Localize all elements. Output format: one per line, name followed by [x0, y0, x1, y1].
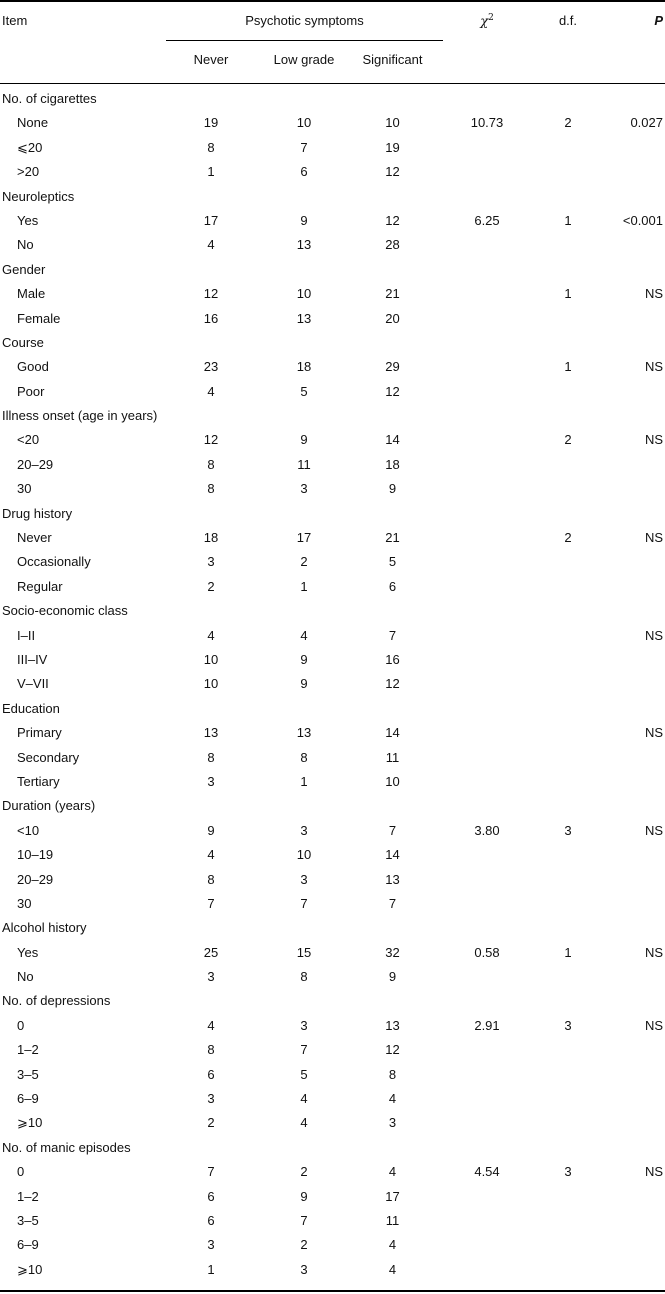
cell-significant: 7 — [388, 895, 397, 911]
group-heading-row — [0, 599, 665, 623]
cell-significant: 4 — [388, 1091, 397, 1107]
table-row — [0, 1209, 665, 1233]
table-row — [0, 1063, 665, 1087]
cell-significant: 12 — [385, 383, 400, 399]
row-label: 3–5 — [17, 1212, 39, 1228]
cell-low-grade: 1 — [300, 578, 308, 594]
cell-p: NS — [644, 725, 663, 741]
row-label: Education — [2, 700, 60, 716]
cell-low-grade: 13 — [296, 310, 312, 326]
cell-significant: 18 — [385, 456, 400, 472]
row-label: 1–2 — [17, 1188, 39, 1204]
header-psychotic-symptoms: Psychotic symptoms — [245, 13, 364, 28]
table-row — [0, 233, 665, 257]
cell-never: 4 — [207, 383, 215, 399]
row-label: Tertiary — [17, 773, 60, 789]
cell-significant: 29 — [385, 359, 400, 375]
cell-low-grade: 9 — [300, 1188, 308, 1204]
table-row — [0, 550, 665, 574]
table-top-rule — [0, 0, 665, 2]
cell-never: 25 — [203, 944, 219, 960]
cell-low-grade: 10 — [296, 286, 312, 302]
group-heading-row — [0, 794, 665, 818]
header-chi-square — [452, 13, 522, 29]
cell-low-grade: 13 — [296, 237, 312, 253]
cell-never: 6 — [207, 1066, 215, 1082]
row-label: Good — [17, 359, 49, 375]
cell-low-grade: 4 — [300, 1115, 308, 1131]
row-label: Yes — [17, 212, 39, 228]
cell-low-grade: 4 — [300, 1091, 308, 1107]
table-row — [0, 868, 665, 892]
row-label: Female — [17, 310, 61, 326]
table-row — [0, 111, 665, 135]
group-heading-row — [0, 697, 665, 721]
table-row — [0, 1258, 665, 1282]
cell-low-grade: 8 — [300, 749, 308, 765]
row-label: I–II — [17, 627, 36, 643]
table-row — [0, 477, 665, 501]
cell-significant: 3 — [388, 1115, 397, 1131]
row-label: Primary — [17, 725, 62, 741]
cell-significant: 14 — [385, 432, 400, 448]
cell-p: NS — [644, 1017, 663, 1033]
cell-p: NS — [644, 432, 663, 448]
cell-low-grade: 17 — [296, 530, 312, 546]
group-heading-row — [0, 989, 665, 1013]
cell-never: 9 — [207, 822, 215, 838]
cell-df: 2 — [564, 432, 572, 448]
cell-p: NS — [644, 944, 663, 960]
cell-never: 4 — [207, 627, 215, 643]
cell-chi-square: 0.58 — [474, 944, 500, 960]
row-label: 20–29 — [17, 871, 54, 887]
cell-low-grade: 2 — [300, 1237, 308, 1253]
row-label: 30 — [17, 895, 32, 911]
cell-significant: 9 — [388, 481, 397, 497]
cell-df: 2 — [564, 115, 572, 131]
row-label: Duration (years) — [2, 798, 96, 814]
table-row — [0, 1160, 665, 1184]
cell-never: 3 — [207, 1091, 215, 1107]
cell-p: NS — [644, 530, 663, 546]
table-row — [0, 1185, 665, 1209]
cell-df: 1 — [564, 359, 572, 375]
cell-significant: 10 — [385, 773, 400, 789]
cell-significant: 14 — [385, 725, 400, 741]
cell-p: NS — [644, 286, 663, 302]
row-label: 10–19 — [17, 847, 54, 863]
cell-df: 2 — [564, 530, 572, 546]
header-chi-symbol: χ — [480, 14, 489, 30]
table-row — [0, 892, 665, 916]
row-label: 3–5 — [17, 1066, 39, 1082]
group-heading-row — [0, 404, 665, 428]
row-label: V–VII — [17, 676, 49, 692]
cell-significant: 7 — [388, 627, 397, 643]
cell-significant: 12 — [385, 1042, 400, 1058]
cell-low-grade: 10 — [296, 847, 312, 863]
header-never: Never — [193, 52, 229, 67]
cell-p: NS — [644, 627, 663, 643]
cell-never: 16 — [203, 310, 219, 326]
cell-significant: 4 — [388, 1237, 397, 1253]
row-label: Occasionally — [17, 554, 91, 570]
table-row — [0, 965, 665, 989]
cell-significant: 4 — [388, 1261, 397, 1277]
cell-df: 1 — [564, 944, 572, 960]
cell-low-grade: 15 — [296, 944, 312, 960]
group-heading-row — [0, 916, 665, 940]
cell-significant: 12 — [385, 212, 400, 228]
cell-low-grade: 3 — [300, 481, 308, 497]
cell-low-grade: 10 — [296, 115, 312, 131]
table-row — [0, 160, 665, 184]
table-row — [0, 624, 665, 648]
cell-p: NS — [644, 359, 663, 375]
cell-low-grade: 13 — [296, 725, 312, 741]
header-df: d.f. — [558, 13, 578, 28]
row-label: Regular — [17, 578, 63, 594]
cell-never: 8 — [207, 456, 215, 472]
cell-df: 1 — [564, 286, 572, 302]
row-label: Socio-economic class — [2, 603, 128, 619]
table-row — [0, 843, 665, 867]
cell-low-grade: 6 — [300, 164, 308, 180]
cell-low-grade: 9 — [300, 676, 308, 692]
group-heading-row — [0, 1136, 665, 1160]
cell-df: 1 — [564, 212, 572, 228]
table-row — [0, 941, 665, 965]
row-label: Yes — [17, 944, 39, 960]
cell-significant: 10 — [385, 115, 400, 131]
cell-significant: 32 — [385, 944, 400, 960]
table-row — [0, 672, 665, 696]
row-label: Poor — [17, 383, 45, 399]
row-label: No. of depressions — [2, 993, 111, 1009]
cell-never: 12 — [203, 432, 219, 448]
cell-significant: 20 — [385, 310, 400, 326]
cell-p: NS — [644, 1164, 663, 1180]
cell-low-grade: 3 — [300, 1017, 308, 1033]
header-chi-superscript: 2 — [488, 13, 494, 23]
cell-never: 4 — [207, 847, 215, 863]
row-label: No — [17, 969, 34, 985]
cell-significant: 4 — [388, 1164, 397, 1180]
header-item: Item — [2, 13, 28, 28]
cell-significant: 8 — [388, 1066, 397, 1082]
cell-significant: 13 — [385, 871, 400, 887]
cell-low-grade: 9 — [300, 432, 308, 448]
group-heading-row — [0, 502, 665, 526]
cell-significant: 21 — [385, 530, 400, 546]
row-label: 6–9 — [17, 1091, 39, 1107]
cell-never: 10 — [203, 676, 219, 692]
row-label: Gender — [2, 261, 46, 277]
cell-significant: 19 — [385, 139, 400, 155]
cell-low-grade: 3 — [300, 1261, 308, 1277]
cell-never: 7 — [207, 1164, 215, 1180]
row-label: ⩾10 — [17, 1261, 43, 1277]
row-label: Neuroleptics — [2, 188, 75, 204]
table-row — [0, 209, 665, 233]
cell-chi-square: 2.91 — [474, 1017, 500, 1033]
row-label: Never — [17, 530, 52, 546]
group-heading-row — [0, 258, 665, 282]
cell-never: 1 — [207, 1261, 215, 1277]
cell-never: 3 — [207, 554, 215, 570]
cell-significant: 17 — [385, 1188, 400, 1204]
row-label: ⩾10 — [17, 1115, 43, 1131]
cell-significant: 21 — [385, 286, 400, 302]
cell-never: 17 — [203, 212, 219, 228]
cell-never: 18 — [203, 530, 219, 546]
table-row — [0, 282, 665, 306]
cell-low-grade: 7 — [300, 1042, 308, 1058]
cell-significant: 14 — [385, 847, 400, 863]
cell-low-grade: 9 — [300, 651, 308, 667]
cell-low-grade: 7 — [300, 895, 308, 911]
header-low-grade: Low grade — [273, 52, 335, 67]
cell-never: 8 — [207, 139, 215, 155]
cell-never: 3 — [207, 969, 215, 985]
row-label: III–IV — [17, 651, 48, 667]
cell-significant: 5 — [388, 554, 397, 570]
cell-low-grade: 2 — [300, 1164, 308, 1180]
group-heading-row — [0, 87, 665, 111]
cell-never: 23 — [203, 359, 219, 375]
table-row — [0, 819, 665, 843]
cell-df: 3 — [564, 822, 572, 838]
row-label: Alcohol history — [2, 920, 87, 936]
cell-never: 3 — [207, 773, 215, 789]
cell-df: 3 — [564, 1164, 572, 1180]
cell-never: 1 — [207, 164, 215, 180]
row-label: Male — [17, 286, 46, 302]
row-label: No. of manic episodes — [2, 1139, 131, 1155]
row-label: 6–9 — [17, 1237, 39, 1253]
header-significant: Significant — [362, 52, 423, 67]
row-label: 0 — [17, 1017, 25, 1033]
table-row — [0, 355, 665, 379]
cell-significant: 13 — [385, 1017, 400, 1033]
table-row — [0, 721, 665, 745]
table-row — [0, 1233, 665, 1257]
cell-low-grade: 3 — [300, 822, 308, 838]
cell-low-grade: 8 — [300, 969, 308, 985]
row-label: 30 — [17, 481, 32, 497]
cell-significant: 11 — [385, 1212, 400, 1228]
cell-never: 10 — [203, 651, 219, 667]
row-label: <10 — [17, 822, 40, 838]
table-row — [0, 1111, 665, 1135]
row-label: <20 — [17, 432, 40, 448]
cell-df: 3 — [564, 1017, 572, 1033]
cell-never: 4 — [207, 1017, 215, 1033]
cell-low-grade: 2 — [300, 554, 308, 570]
row-label: No — [17, 237, 34, 253]
table-row — [0, 307, 665, 331]
header-p: P — [654, 13, 663, 28]
cell-significant: 12 — [385, 676, 400, 692]
table-row — [0, 526, 665, 550]
cell-never: 3 — [207, 1237, 215, 1253]
cell-chi-square: 6.25 — [474, 212, 500, 228]
row-label: >20 — [17, 164, 40, 180]
cell-low-grade: 18 — [296, 359, 312, 375]
cell-low-grade: 1 — [300, 773, 308, 789]
cell-low-grade: 9 — [300, 212, 308, 228]
table-body — [0, 87, 665, 1282]
row-label: ⩽20 — [17, 139, 43, 155]
row-label: No. of cigarettes — [2, 91, 97, 106]
cell-never: 8 — [207, 481, 215, 497]
row-label: Illness onset (age in years) — [2, 408, 158, 424]
group-heading-row — [0, 331, 665, 355]
table-row — [0, 575, 665, 599]
cell-chi-square: 4.54 — [474, 1164, 500, 1180]
row-label: Drug history — [2, 505, 73, 521]
cell-significant: 16 — [385, 651, 400, 667]
table-row — [0, 746, 665, 770]
cell-never: 8 — [207, 871, 215, 887]
cell-significant: 6 — [388, 578, 397, 594]
header-sub-rule — [166, 40, 443, 41]
cell-chi-square: 10.73 — [470, 115, 504, 131]
cell-chi-square: 3.80 — [474, 822, 500, 838]
table-row — [0, 648, 665, 672]
cell-p: 0.027 — [630, 115, 663, 131]
row-label: 1–2 — [17, 1042, 39, 1058]
table-row — [0, 1087, 665, 1111]
row-label: Secondary — [17, 749, 80, 765]
header-bottom-rule — [0, 83, 665, 84]
cell-never: 12 — [203, 286, 219, 302]
cell-never: 4 — [207, 237, 215, 253]
cell-never: 13 — [203, 725, 219, 741]
table-row — [0, 770, 665, 794]
cell-significant: 9 — [388, 969, 397, 985]
cell-significant: 7 — [388, 822, 397, 838]
cell-low-grade: 5 — [300, 1066, 308, 1082]
table-row — [0, 453, 665, 477]
group-heading-row — [0, 185, 665, 209]
row-label: 0 — [17, 1164, 25, 1180]
cell-significant: 11 — [385, 749, 400, 765]
cell-low-grade: 5 — [300, 383, 308, 399]
table-row — [0, 136, 665, 160]
cell-low-grade: 7 — [300, 139, 308, 155]
cell-never: 7 — [207, 895, 215, 911]
cell-p: <0.001 — [622, 212, 663, 228]
cell-significant: 12 — [385, 164, 400, 180]
row-label: 20–29 — [17, 456, 54, 472]
cell-significant: 28 — [385, 237, 400, 253]
cell-low-grade: 4 — [300, 627, 308, 643]
table-row — [0, 380, 665, 404]
cell-never: 2 — [207, 578, 215, 594]
row-label: None — [17, 115, 49, 131]
cell-never: 6 — [207, 1212, 215, 1228]
cell-never: 6 — [207, 1188, 215, 1204]
row-label: Course — [2, 334, 44, 350]
cell-low-grade: 11 — [297, 456, 311, 472]
table-row — [0, 428, 665, 452]
cell-never: 19 — [203, 115, 219, 131]
cell-never: 2 — [207, 1115, 215, 1131]
table-bottom-rule — [0, 1290, 665, 1292]
cell-never: 8 — [207, 749, 215, 765]
cell-low-grade: 3 — [300, 871, 308, 887]
cell-never: 8 — [207, 1042, 215, 1058]
cell-p: NS — [644, 822, 663, 838]
table-row — [0, 1038, 665, 1062]
cell-low-grade: 7 — [300, 1212, 308, 1228]
table-row — [0, 1014, 665, 1038]
